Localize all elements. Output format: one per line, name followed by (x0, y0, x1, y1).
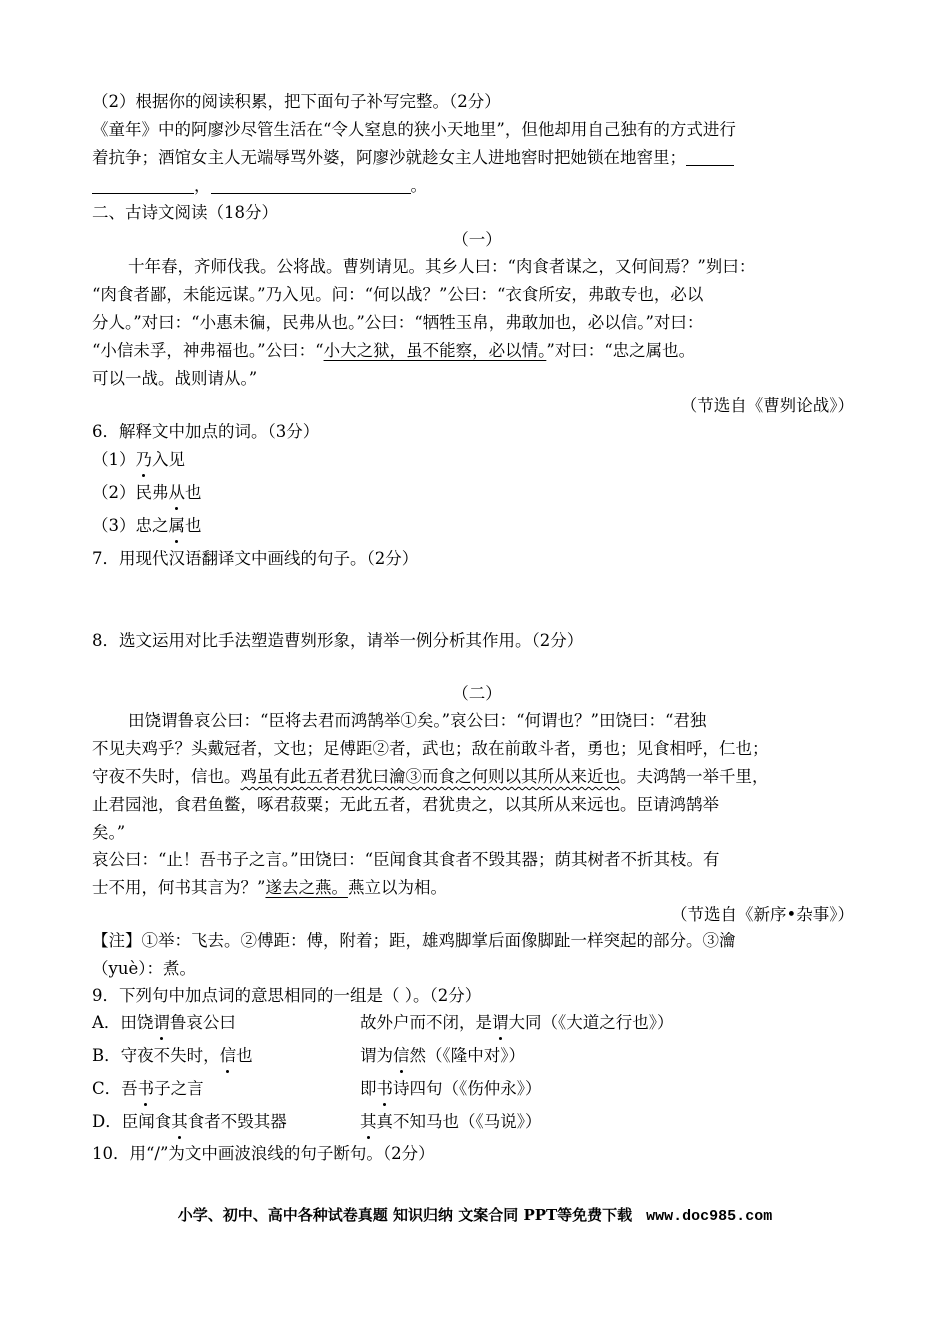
passage1-line2: “肉食者鄙，未能远谋。”乃入见。问：“何以战？”公曰：“衣食所安，弗敢专也，必以 (92, 285, 704, 304)
q6-item1-num: （1） (92, 450, 136, 469)
q8-stem: 8．选文运用对比手法塑造曹刿形象，请举一例分析其作用。（2分） (92, 631, 584, 650)
q7-stem: 7．用现代汉语翻译文中画线的句子。（2分） (92, 549, 419, 568)
passage1-line4 (92, 339, 695, 363)
answer-blank-1[interactable] (686, 147, 734, 166)
dotted-word: 属 (169, 514, 186, 538)
q9-b-left-b: 也 (236, 1046, 253, 1065)
passage2-line7-b: 燕立以为相。 (347, 878, 447, 897)
q9-option-c-right (360, 1077, 542, 1101)
q9-option-a-left (92, 1011, 236, 1035)
part1-label: （一） (452, 230, 502, 249)
passage2-source: （节选自《新序•杂事》） (671, 905, 854, 924)
answer-period: 。 (410, 176, 427, 195)
q9-a-right-a: 故外户而不闭，是 (360, 1013, 492, 1032)
part2-label: （二） (452, 684, 502, 703)
q6-item2-b: 也 (185, 483, 202, 502)
q9-option-c-left (92, 1077, 204, 1101)
q9-c-right-a: 即 (360, 1079, 377, 1098)
q6-item2 (92, 481, 202, 505)
dotted-word: 其 (360, 1110, 377, 1134)
q6-item1-rest: 入见 (152, 450, 185, 469)
q6-item2-a: （2）民弗 (92, 483, 169, 502)
q9-a-left-b: 鲁哀公曰 (169, 1013, 236, 1032)
passage2-line2: 不见夫鸡乎？头戴冠者，文也；足傅距②者，武也；敌在前敢斗者，勇也；见食相呼，仁也； (92, 739, 769, 758)
q6-item3-a: （3）忠之 (92, 516, 169, 535)
q9-d-left-b: 食者不毁其器 (187, 1112, 287, 1131)
note-line2: （yuè）：煮。 (92, 959, 196, 978)
passage1-line4-a: “小信未孚，神弗福也。”公曰：“ (92, 341, 324, 360)
section-heading: 二、古诗文阅读（18分） (92, 203, 278, 222)
footer-url[interactable]: www.doc985.com (646, 1208, 773, 1225)
underlined-sentence-2: 遂去之燕。 (265, 878, 348, 897)
passage1-line3: 分人。”对曰：“小惠未徧，民弗从也。”公曰：“牺牲玉帛，弗敢加也，必以信。”对曰： (92, 313, 704, 332)
dotted-word: 谓 (492, 1011, 509, 1035)
q9-c-right-b: 诗四句（《伤仲永》） (393, 1079, 542, 1098)
passage2-line6: 哀公曰：“止！吾书子之言。”田饶曰：“臣闻食其食者不毁其器；荫其树者不折其枝。有 (92, 850, 720, 869)
q9-option-d-left (92, 1110, 287, 1134)
q5-answer-line (92, 174, 427, 198)
q9-b-right-b: 然（《隆中对》） (409, 1046, 525, 1065)
passage2-line7-a: 士不用，何书其言为？” (92, 878, 266, 897)
note-line1: 【注】①举：飞去。②傅距：傅，附着；距，雄鸡脚掌后面像脚趾一样突起的部分。③瀹 (92, 931, 736, 950)
q9-d-right-b: 真不知马也（《马说》） (376, 1112, 542, 1131)
dotted-word: 从 (169, 481, 186, 505)
passage2-line3-a: 守夜不失时，信也。 (92, 767, 241, 786)
q9-option-b-left (92, 1044, 253, 1068)
underlined-sentence: 小大之狱，虽不能察，必以情。 (323, 341, 547, 360)
footer (0, 1204, 950, 1225)
passage2-line3 (92, 765, 769, 789)
answer-blank-3[interactable] (211, 175, 411, 194)
q9-b-left-a: B．守夜不失时， (92, 1046, 220, 1065)
q9-c-left-a: C．吾 (92, 1079, 138, 1098)
q9-a-right-b: 大同（《大道之行也》） (508, 1013, 674, 1032)
q10-stem: 10．用“/”为文中画波浪线的句子断句。（2分） (92, 1144, 435, 1163)
dotted-word: 乃 (136, 448, 153, 472)
footer-text: 小学、初中、高中各种试卷真题 知识归纳 文案合同 PPT等免费下载 (177, 1206, 633, 1224)
q9-b-right-a: 谓为 (360, 1046, 393, 1065)
q5-text-line2-content: 着抗争；酒馆女主人无端辱骂外婆，阿廖沙就趁女主人进地窖时把她锁在地窖里； (92, 148, 686, 167)
dotted-word: 信 (393, 1044, 410, 1068)
passage2-line7 (92, 876, 447, 900)
q9-option-a-right (360, 1011, 674, 1035)
wavy-underlined-sentence: 鸡虽有此五者君犹曰瀹③而食之何则以其所从来近也 (240, 767, 620, 786)
dotted-word: 书 (138, 1077, 155, 1101)
q6-item3 (92, 514, 202, 538)
q5-text-line2 (92, 146, 734, 170)
dotted-word: 谓 (153, 1011, 170, 1035)
q9-d-left-a: D．臣闻食 (92, 1112, 172, 1131)
passage2-line3-b: 。夫鸿鹄一举千里， (620, 767, 769, 786)
q9-a-left-a: A．田饶 (92, 1013, 154, 1032)
q6-item1 (92, 448, 185, 472)
q9-c-left-b: 子之言 (154, 1079, 204, 1098)
q9-stem: 9．下列句中加点词的意思相同的一组是（ ）。（2分） (92, 986, 482, 1005)
passage1-line5: 可以一战。战则请从。” (92, 369, 258, 388)
q5-text-line1: 《童年》中的阿廖沙尽管生活在“令人窒息的狭小天地里”，但他却用自己独有的方式进行 (92, 120, 736, 139)
passage1-line1: 十年春，齐师伐我。公将战。曹刿请见。其乡人曰：“肉食者谋之，又何间焉？”刿曰： (128, 257, 756, 276)
q9-option-b-right (360, 1044, 525, 1068)
q6-stem: 6．解释文中加点的词。（3分） (92, 422, 320, 441)
q6-item3-b: 也 (185, 516, 202, 535)
passage1-source: （节选自《曹刿论战》） (680, 396, 854, 415)
passage2-line4: 止君园池，食君鱼鳖，啄君菽粟；无此五者，君犹贵之，以其所从来远也。臣请鸿鹄举 (92, 795, 719, 814)
dotted-word: 书 (377, 1077, 394, 1101)
dotted-word: 信 (220, 1044, 237, 1068)
passage2-line1: 田饶谓鲁哀公曰：“臣将去君而鸿鹄举①矣。”哀公曰：“何谓也？”田饶曰：“君独 (128, 711, 707, 730)
answer-blank-2[interactable] (92, 175, 194, 194)
q9-option-d-right (360, 1110, 542, 1134)
passage1-line4-b: ”对曰：“忠之属也。 (546, 341, 696, 360)
answer-comma: ， (194, 176, 211, 195)
q5-sub2-stem: （2）根据你的阅读积累，把下面句子补写完整。（2分） (92, 92, 501, 111)
dotted-word: 其 (171, 1110, 188, 1134)
passage2-line5: 矣。” (92, 823, 126, 842)
